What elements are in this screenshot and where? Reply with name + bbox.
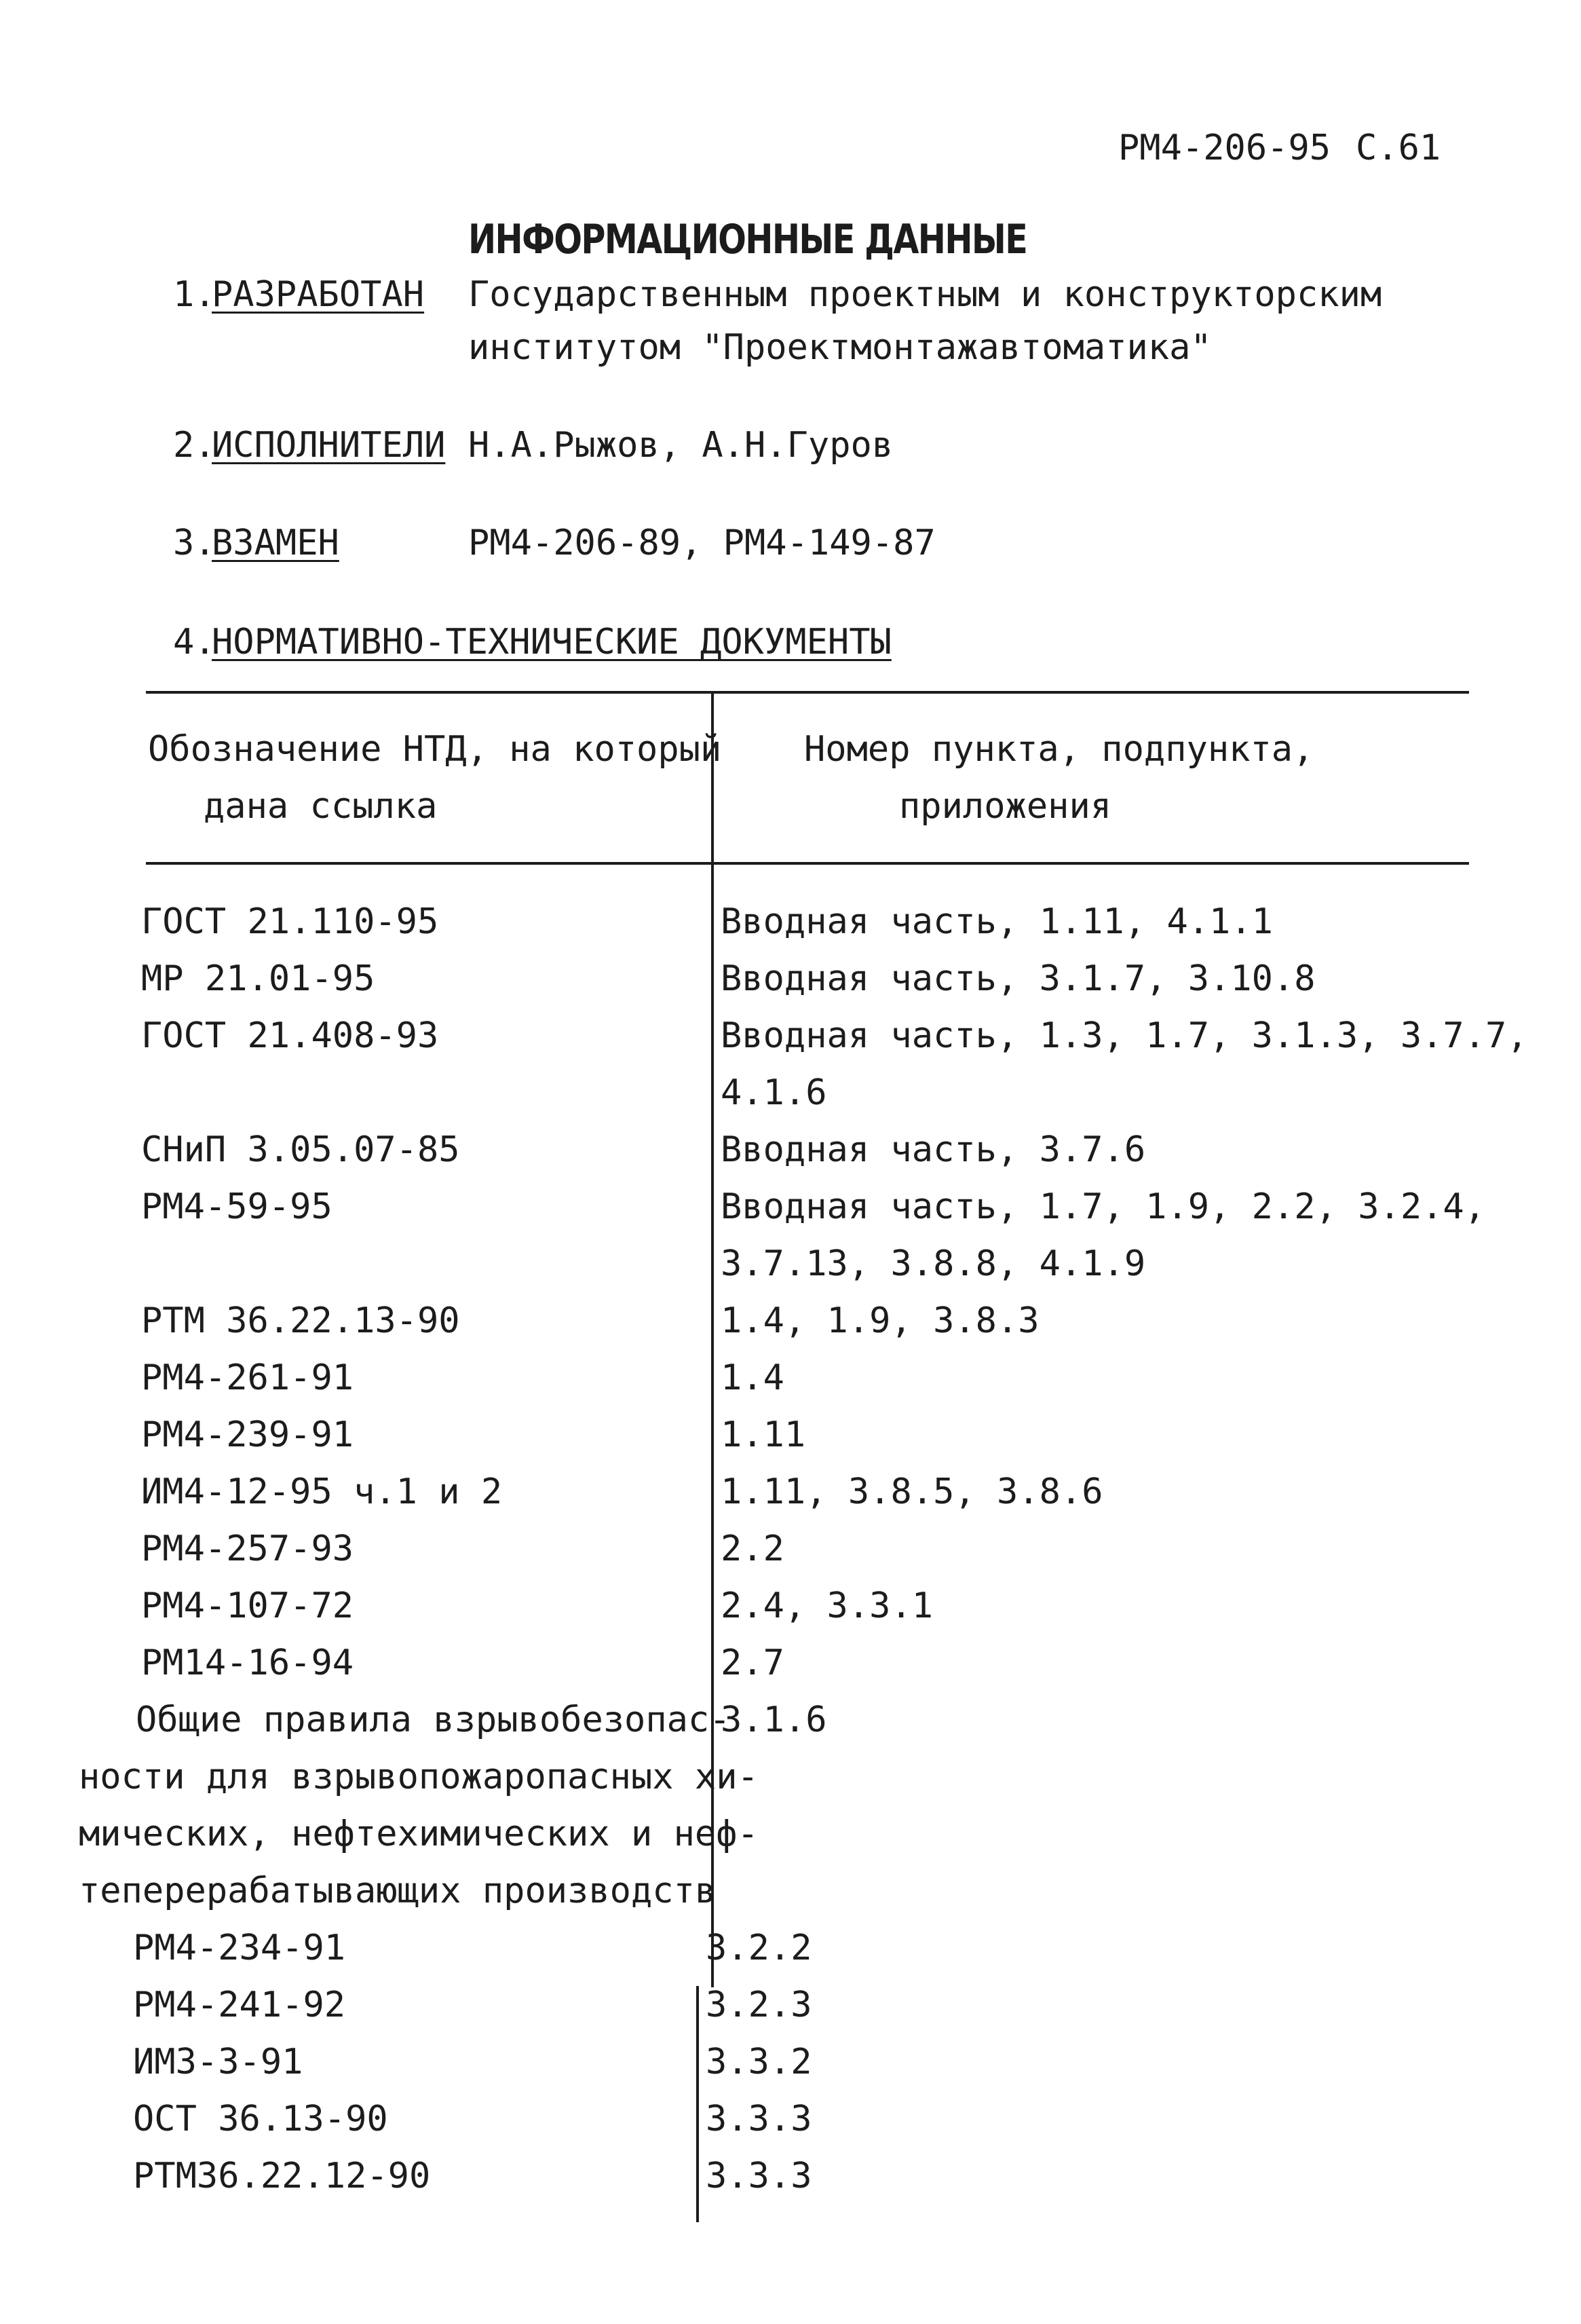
ntd-designation-cell: РМ4-234-91 (133, 1928, 346, 1968)
item-3-number: 3. (173, 523, 216, 563)
ntd-designation-cell: ности для взрывопожаропасных хи- (79, 1757, 759, 1797)
ntd-designation-cell: ИМ4-12-95 ч.1 и 2 (141, 1472, 503, 1512)
clause-number-cell: Вводная часть, 3.7.6 (721, 1129, 1146, 1170)
clause-number-cell: 4.1.6 (721, 1072, 827, 1113)
ntd-designation-cell: ОСТ 36.13-90 (133, 2099, 388, 2139)
ntd-designation-cell: ГОСТ 21.110-95 (141, 901, 439, 942)
clause-number-cell: Вводная часть, 3.1.7, 3.10.8 (721, 958, 1316, 999)
col2-header-line1: Номер пункта, подпункта, (804, 729, 1314, 770)
ntd-designation-cell: теперерабатывающих производств (79, 1871, 717, 1911)
clause-number-cell: 3.3.2 (706, 2042, 812, 2082)
item-3-value: РМ4-206-89, РМ4-149-87 (468, 523, 936, 563)
ntd-designation-cell: РТМ 36.22.13-90 (141, 1300, 460, 1341)
clause-number-cell: 1.11, 3.8.5, 3.8.6 (721, 1472, 1103, 1512)
ntd-designation-cell: мических, нефтехимических и неф- (79, 1814, 759, 1854)
clause-number-cell: 3.3.3 (706, 2156, 812, 2196)
item-1-number: 1. (173, 274, 216, 315)
ntd-designation-cell: РМ4-241-92 (133, 1985, 346, 2025)
ntd-designation-cell: РМ4-107-72 (141, 1586, 354, 1626)
document-code: РМ4-206-95 (1118, 128, 1331, 168)
clause-number-cell: Вводная часть, 1.11, 4.1.1 (721, 901, 1273, 942)
table-top-rule (146, 691, 1469, 694)
clause-number-cell: Вводная часть, 1.7, 1.9, 2.2, 3.2.4, (721, 1186, 1486, 1227)
clause-number-cell: 3.2.2 (706, 1928, 812, 1968)
clause-number-cell: 3.1.6 (721, 1700, 827, 1740)
ntd-designation-cell: РМ4-239-91 (141, 1414, 354, 1455)
item-3-label: ВЗАМЕН (212, 523, 339, 563)
clause-number-cell: 3.7.13, 3.8.8, 4.1.9 (721, 1243, 1146, 1284)
clause-number-cell: Вводная часть, 1.3, 1.7, 3.1.3, 3.7.7, (721, 1015, 1528, 1056)
table-header-rule (146, 862, 1469, 865)
clause-number-cell: 3.3.3 (706, 2099, 812, 2139)
table-column-divider-lower (696, 1986, 699, 2222)
ntd-designation-cell: МР 21.01-95 (141, 958, 375, 999)
item-2-label: ИСПОЛНИТЕЛИ (212, 425, 446, 466)
ntd-designation-cell: Общие правила взрывобезопас- (136, 1700, 731, 1740)
ntd-designation-cell: РМ4-257-93 (141, 1529, 354, 1569)
page-title: ИНФОРМАЦИОННЫЕ ДАННЫЕ (468, 216, 1027, 263)
col1-header-line2: дана ссылка (204, 786, 438, 827)
ntd-designation-cell: РМ4-59-95 (141, 1186, 332, 1227)
ntd-designation-cell: СНиП 3.05.07-85 (141, 1129, 460, 1170)
item-2-number: 2. (173, 425, 216, 466)
item-1-value-line1: Государственным проектным и конструкторским (468, 274, 1382, 315)
clause-number-cell: 2.2 (721, 1529, 784, 1569)
clause-number-cell: 2.7 (721, 1643, 784, 1683)
clause-number-cell: 1.4, 1.9, 3.8.3 (721, 1300, 1040, 1341)
ntd-designation-cell: РМ14-16-94 (141, 1643, 354, 1683)
col1-header-line1: Обозначение НТД, на который (148, 729, 722, 770)
item-4-label: НОРМАТИВНО-ТЕХНИЧЕСКИЕ ДОКУМЕНТЫ (212, 622, 892, 662)
ntd-designation-cell: РТМ36.22.12-90 (133, 2156, 431, 2196)
item-2-value: Н.А.Рыжов, А.Н.Гуров (468, 425, 894, 466)
item-1-value-line2: институтом "Проектмонтажавтоматика" (468, 327, 1212, 368)
col2-header-line2: приложения (899, 786, 1112, 827)
item-4-number: 4. (173, 622, 216, 662)
clause-number-cell: 1.4 (721, 1357, 784, 1398)
ntd-designation-cell: РМ4-261-91 (141, 1357, 354, 1398)
clause-number-cell: 3.2.3 (706, 1985, 812, 2025)
page-number: С.61 (1356, 128, 1441, 168)
clause-number-cell: 1.11 (721, 1414, 806, 1455)
clause-number-cell: 2.4, 3.3.1 (721, 1586, 934, 1626)
ntd-designation-cell: ИМ3-3-91 (133, 2042, 303, 2082)
ntd-designation-cell: ГОСТ 21.408-93 (141, 1015, 439, 1056)
item-1-label: РАЗРАБОТАН (212, 274, 425, 315)
